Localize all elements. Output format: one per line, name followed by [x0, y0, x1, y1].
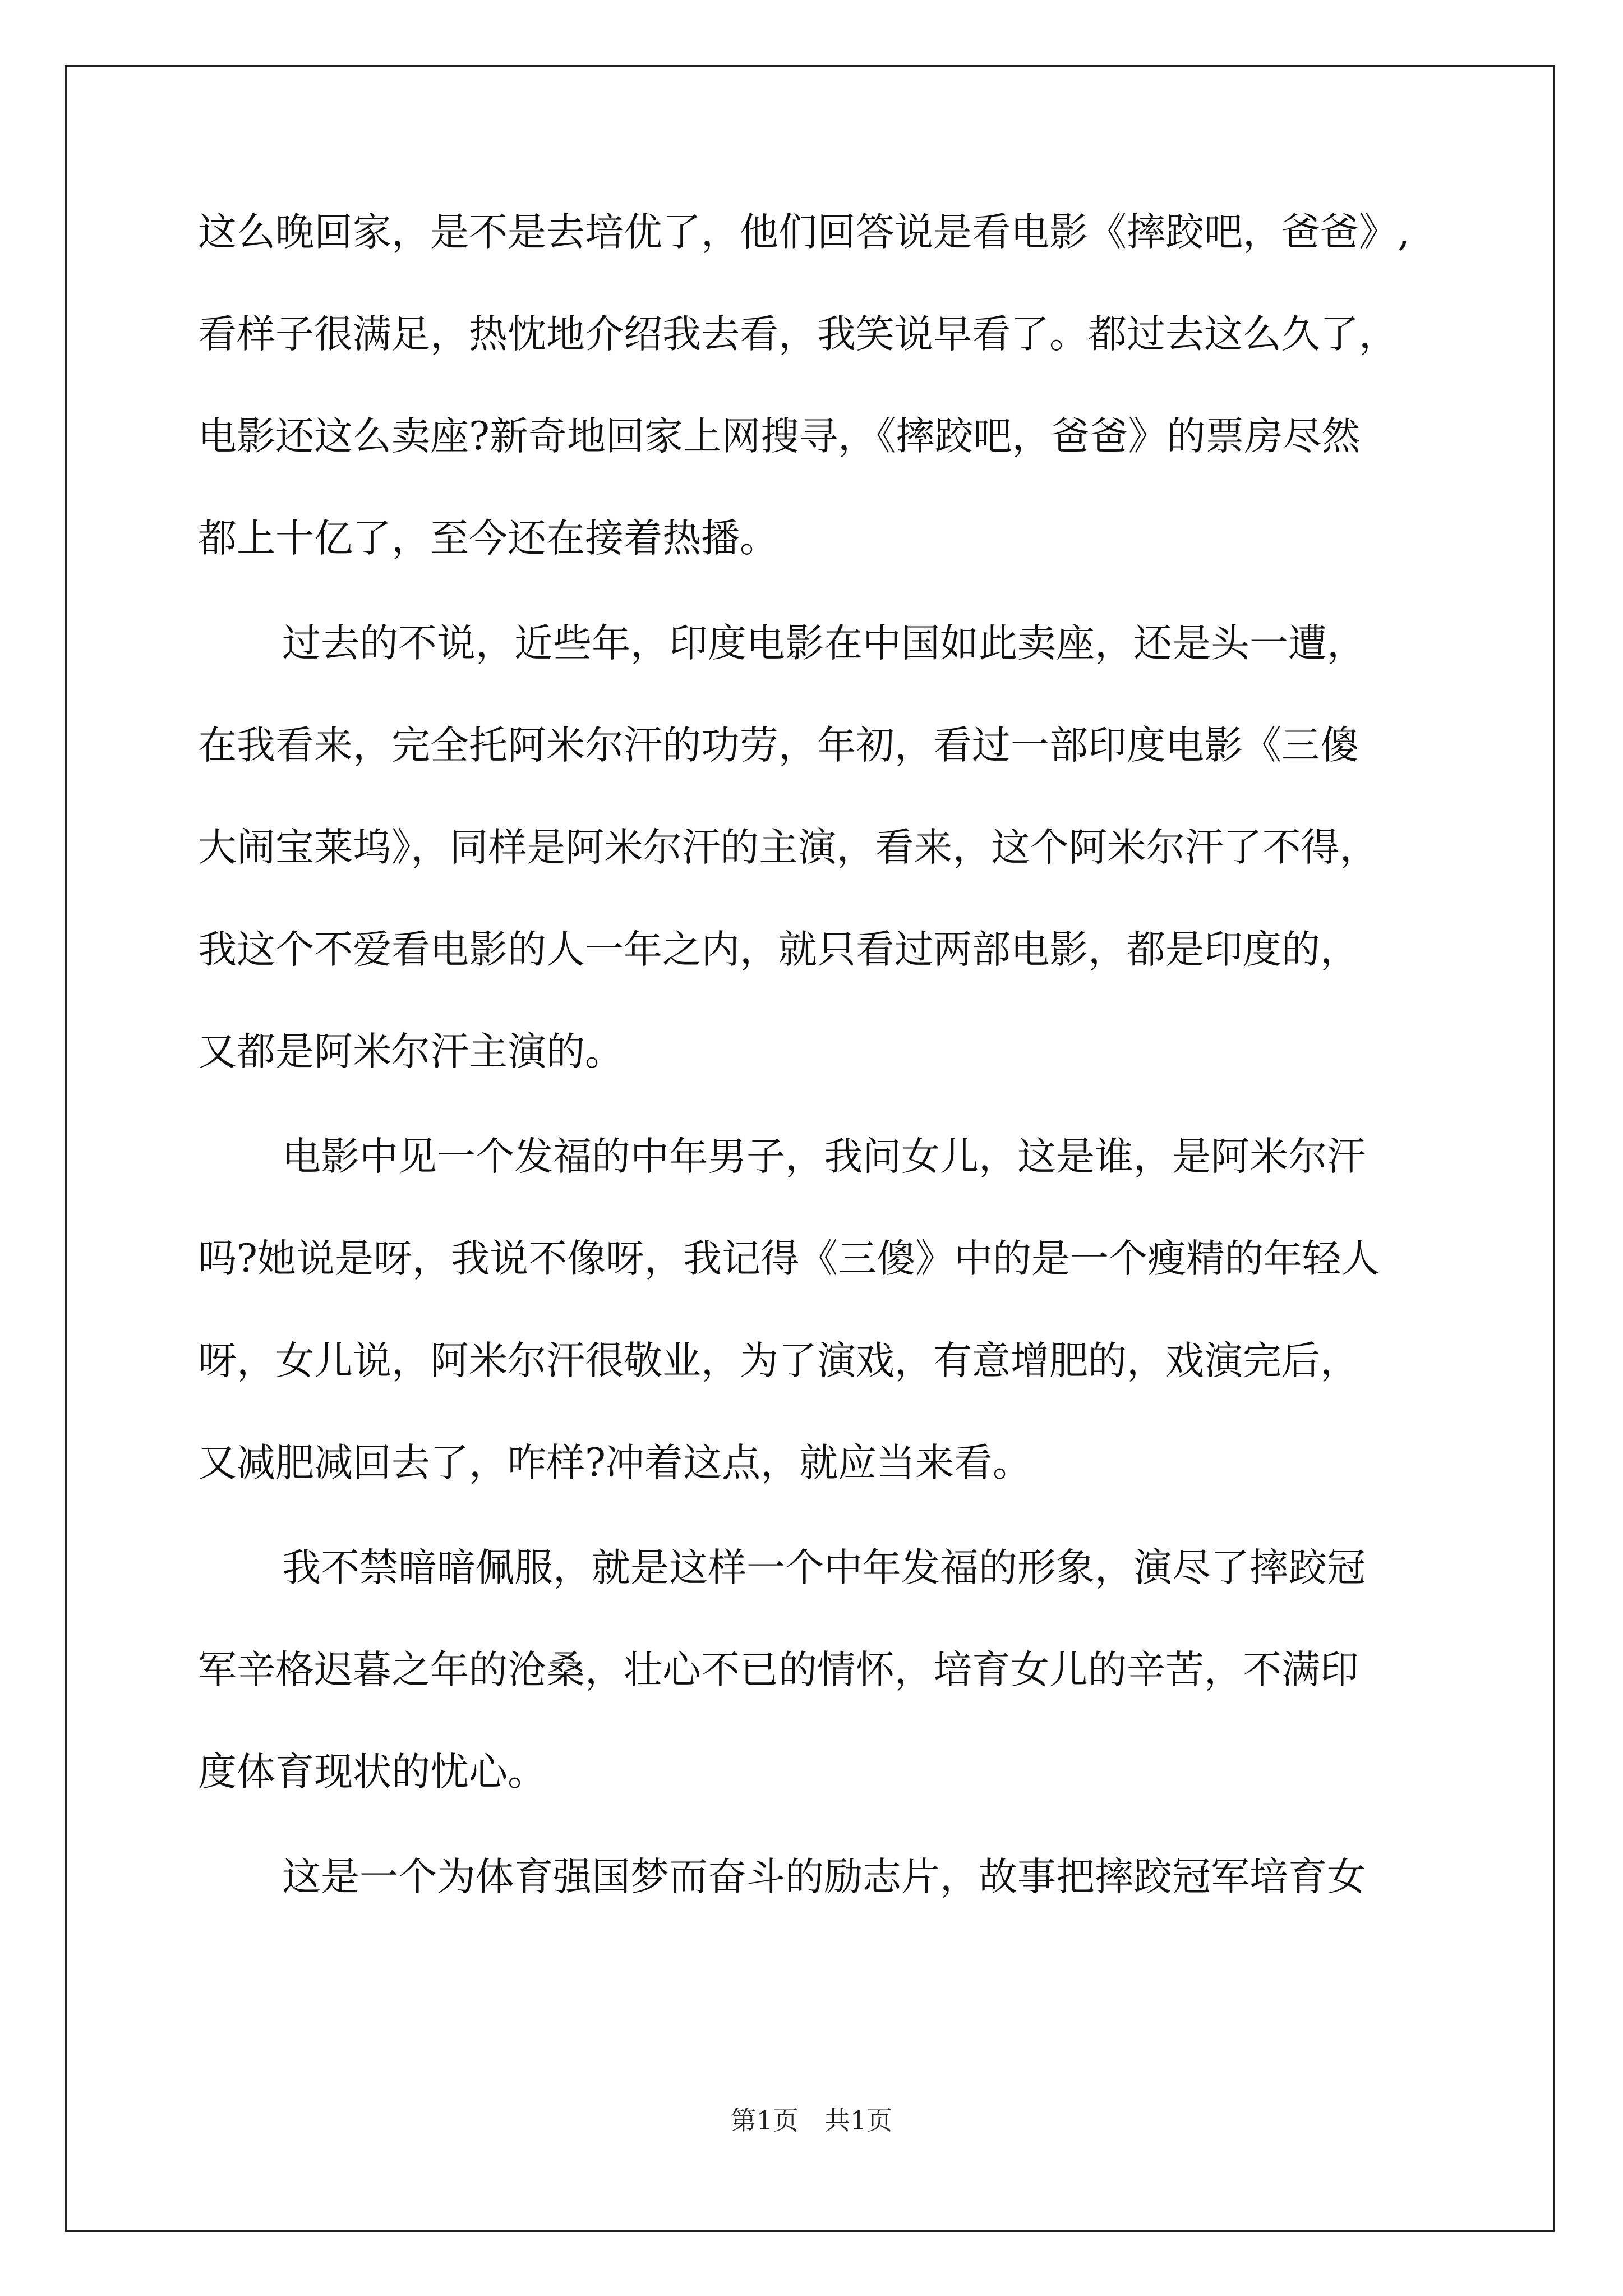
paragraph-first-line: 我不禁暗暗佩服，就是这样一个中年发福的形象，演尽了摔跤冠 — [282, 1545, 1366, 1590]
text-line: 又都是阿米尔汗主演的。 — [198, 1029, 624, 1074]
text-line: 度体育现状的忧心。 — [198, 1750, 546, 1795]
text-line: 我这个不爱看电影的人一年之内，就只看过两部电影，都是印度的， — [198, 927, 1359, 972]
text-line: 军辛格迟暮之年的沧桑，壮心不已的情怀，培育女儿的辛苦，不满印 — [198, 1648, 1359, 1692]
text-line: 在我看来，完全托阿米尔汗的功劳，年初，看过一部印度电影《三傻 — [198, 723, 1359, 768]
paragraph-first-line: 电影中见一个发福的中年男子，我问女儿，这是谁，是阿米尔汗 — [282, 1134, 1366, 1179]
text-line: 都上十亿了，至今还在接着热播。 — [198, 516, 778, 561]
text-line: 电影还这么卖座?新奇地回家上网搜寻，《摔跤吧，爸爸》的票房尽然 — [198, 414, 1361, 459]
text-line: 吗?她说是呀，我说不像呀，我记得《三傻》中的是一个瘦精的年轻人 — [198, 1236, 1380, 1281]
text-line: 大闹宝莱坞》，同样是阿米尔汗的主演，看来，这个阿米尔汗了不得， — [198, 825, 1378, 870]
document-body — [198, 210, 1449, 1899]
paragraph-first-line: 这是一个为体育强国梦而奋斗的励志片，故事把摔跤冠军培育女 — [282, 1855, 1366, 1899]
text-line: 这么晚回家，是不是去培优了，他们回答说是看电影《摔跤吧，爸爸》, — [198, 210, 1410, 255]
text-line: 看样子很满足，热忱地介绍我去看，我笑说早看了。都过去这么久了， — [198, 312, 1398, 357]
text-line: 呀，女儿说，阿米尔汗很敬业，为了演戏，有意增肥的，戏演完后， — [198, 1338, 1359, 1383]
page-number-footer: 第1页 共1页 — [730, 2105, 893, 2136]
text-line: 又减肥减回去了，咋样?冲着这点，就应当来看。 — [198, 1441, 1031, 1485]
paragraph-first-line: 过去的不说，近些年，印度电影在中国如此卖座，还是头一遭， — [282, 621, 1366, 666]
